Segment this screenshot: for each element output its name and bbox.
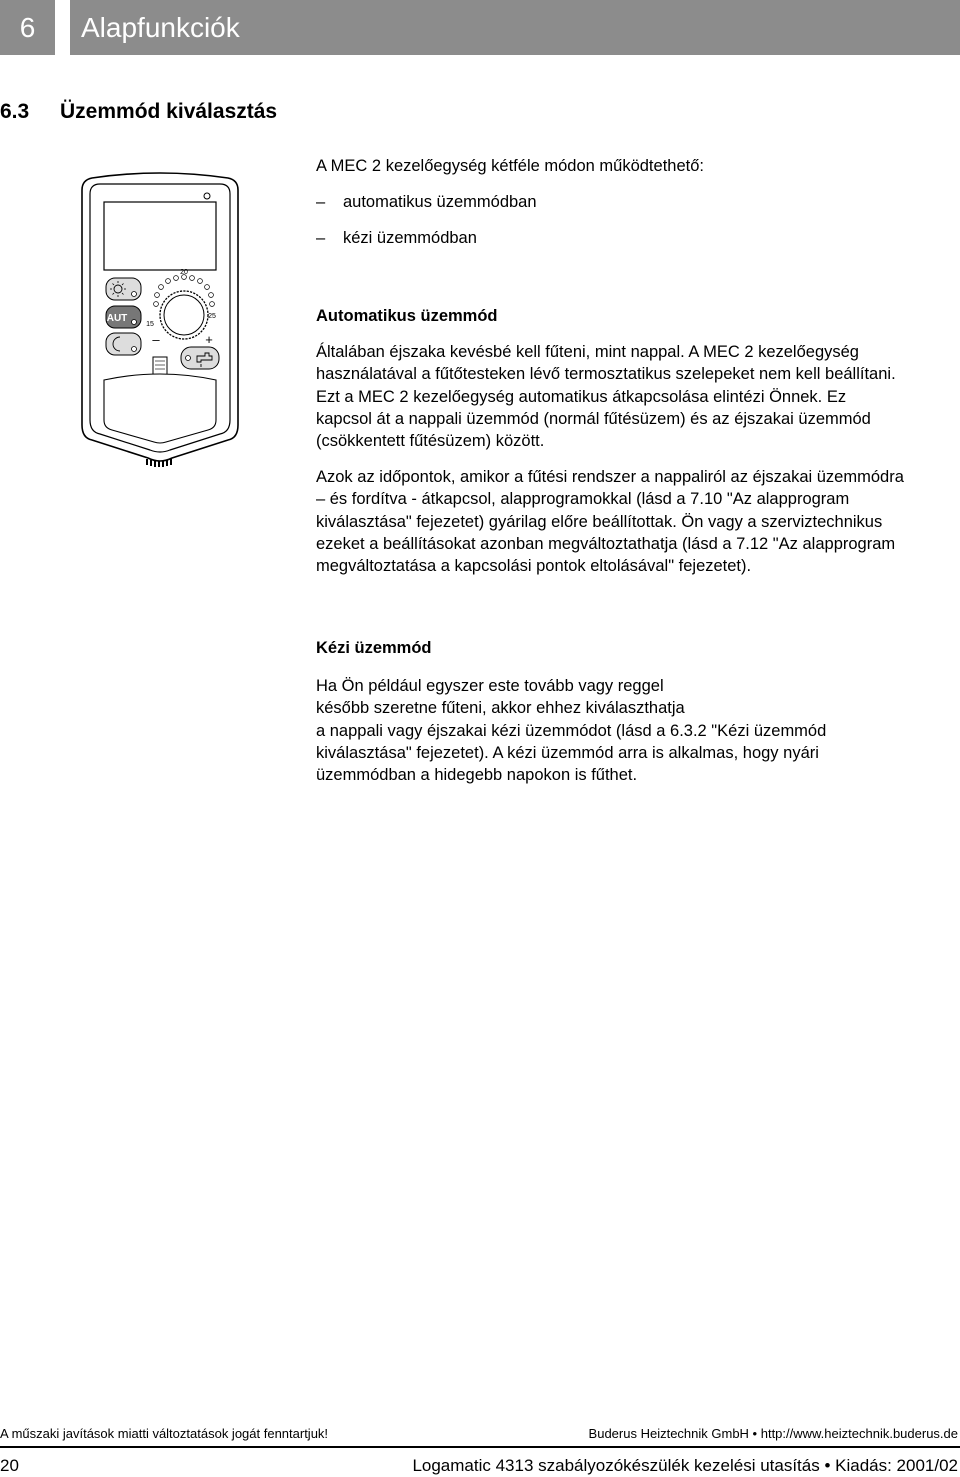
auto-heading: Automatikus üzemmód [316,307,498,325]
footer-divider [0,1446,960,1448]
dial-max-label: 25 [208,313,216,320]
dial-mid-label: 20 [180,269,188,276]
manual-title: Logamatic 4313 szabályozókészülék kezelési utasítás • Kiadás: 2001/02 [412,1456,958,1475]
auto-paragraph-1: Általában éjszaka kevésbé kell fűteni, mint nappal. A MEC 2 kezelőegység használatával a fűtőtesteken lévő termosztatikus szelepeket nem kell beállítani. Ezt a MEC 2 kezelőegység automatikus átkapcsolása elintézi Önnek. Ez kapcsol át a nappali üzemmód (normál fűtésüzem) és az éjszakai üzemmód (csökkentett fűtésüzem) között. [316,343,896,451]
lower-cover [104,374,216,443]
page-number: 20 [0,1456,19,1475]
mec2-controller-illustration [80,170,240,470]
bullet-automatic: – automatikus üzemmódban [316,193,537,212]
night-mode-button[interactable] [106,333,141,355]
temperature-dial-knob[interactable] [160,291,208,339]
hot-water-led [186,356,191,361]
night-mode-led [132,347,137,352]
day-mode-led [132,292,137,297]
auto-mode-led [132,320,137,325]
intro-text: A MEC 2 kezelőegység kétféle módon működtethető: [316,157,704,175]
section-title-text: Üzemmód kiválasztás [60,100,278,123]
footer-company: Buderus Heiztechnik GmbH • http://www.heiztechnik.buderus.de [588,1426,958,1441]
dial-plus: + [205,332,213,347]
manual-section [316,637,952,786]
chapter-number: 6 [0,0,55,55]
intro-block [316,155,952,250]
section-number: 6.3 [0,100,30,123]
manual-paragraph: Ha Ön például egyszer este tovább vagy reggel később szeretne fűteni, akkor ehhez kiválaszthatja a nappali vagy éjszakai kézi üzemmódot (lásd a 6.3.2 "Kézi üzemmód kiválasztása" fejezetet). A kézi üzemmód arra is alkalmas, hogy nyári üzemmódban a hidegebb napokon is fűthet. [316,677,827,785]
dial-minus: – [152,332,160,347]
manual-heading: Kézi üzemmód [316,639,432,657]
footer-disclaimer: A műszaki javítások miatti változtatások jogát fenntartjuk! [0,1426,329,1441]
section-title [0,100,277,124]
auto-paragraph-2: Azok az időpontok, amikor a fűtési rendszer a nappaliról az éjszakai üzemmódra – és fordítva - átkapcsol, alapprogramokkal (lásd a 7.10 "Az alapprogram kiválasztása" fejezetet) gyárilag előre beállítottak. Ön vagy a szerviztechnikus ezeket a beállításokat azonban megváltoztathatja (lásd a 7.12 "Az alapprogram megváltoztatása a kapcsolási pontok eltolásával" fejezetet). [316,468,904,576]
connector [153,357,167,375]
aut-label: AUT [106,313,128,324]
auto-section [316,305,952,577]
chapter-title: Alapfunkciók [70,0,960,55]
bullet-manual: – kézi üzemmódban [316,229,477,248]
dial-min-label: 15 [146,321,154,328]
